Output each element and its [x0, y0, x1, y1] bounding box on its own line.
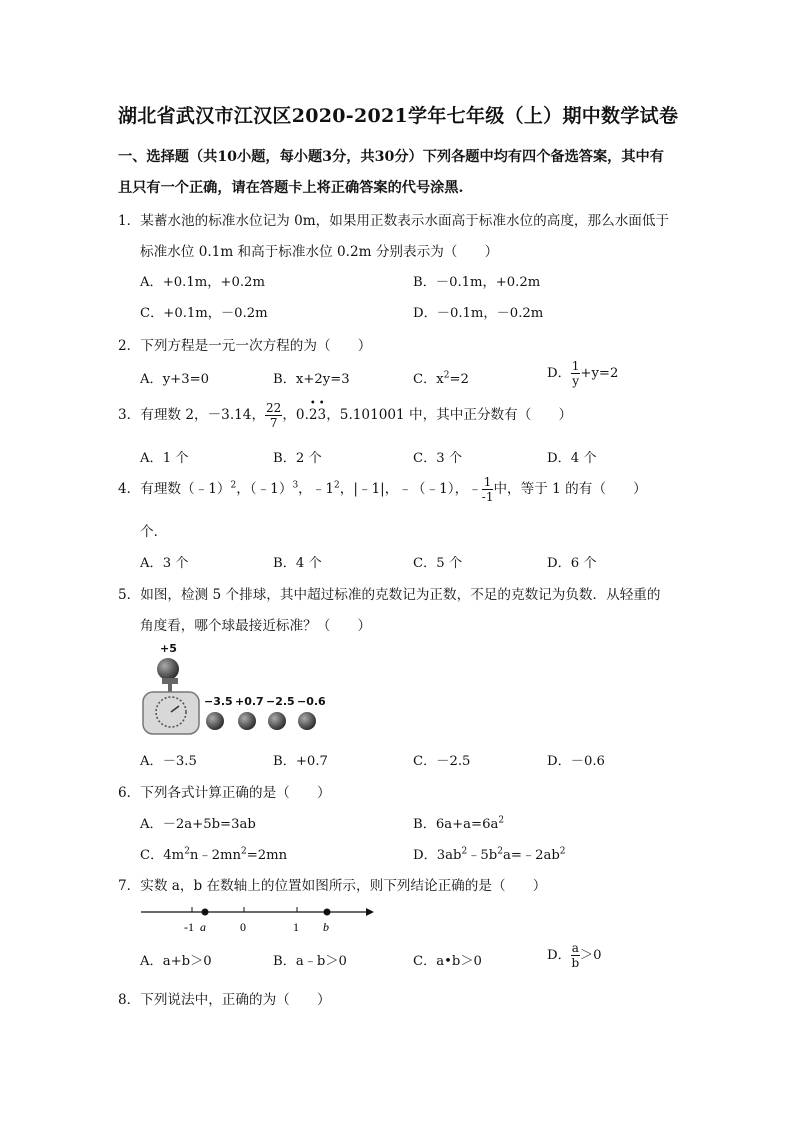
point-b	[324, 909, 331, 916]
q3-option-d: D．4 个	[547, 451, 597, 466]
q4-stem-line2: 个．	[140, 524, 168, 540]
volleyball-scale-figure	[140, 640, 330, 736]
page-title: 湖北省武汉市江汉区2020-2021学年七年级（上）期中数学试卷	[118, 105, 679, 127]
q3-stem: 3．有理数 2，－3.14， $\frac{22}{7}$ ，0.23 •• ，5.101001 中，其中正分数有（ ）	[118, 398, 573, 430]
ball-4	[268, 712, 286, 730]
q4-option-d: D．6 个	[547, 556, 597, 571]
q2-stem: 2．下列方程是一元一次方程的为（ ）	[118, 338, 372, 354]
tick-label-1: 1	[293, 920, 299, 934]
q7-stem: 7．实数 a，b 在数轴上的位置如图所示，则下列结论正确的是（ ）	[118, 878, 547, 894]
q2-d-fraction: $\frac{1}{y}$	[571, 359, 580, 388]
q2-option-c: C．$x^2=2$	[413, 370, 469, 387]
q1-stem-line1: 1．某蓄水池的标准水位记为 0m，如果用正数表示水面高于标准水位的高度，那么水面低于	[118, 213, 670, 229]
scale-icon	[140, 678, 202, 736]
ball-5	[298, 712, 316, 730]
tick-label-neg1: -1	[184, 920, 194, 934]
section-heading-line1: 一、选择题（共10小题，每小题3分，共30分）下列各题中均有四个备选答案，其中有	[118, 149, 664, 165]
q2-option-d: D． $\frac{1}{y}$ +y=2	[547, 359, 619, 388]
ball-2	[206, 712, 224, 730]
q4-option-b: B．4 个	[273, 556, 322, 571]
q7-option-a: A．a+b＞0	[140, 954, 212, 969]
q1-option-a: A．+0.1m，+0.2m	[140, 275, 265, 290]
q3-option-b: B．2 个	[273, 451, 322, 466]
q6-stem: 6．下列各式计算正确的是（ ）	[118, 785, 331, 801]
point-a	[202, 909, 209, 916]
q5-option-d: D．－0.6	[547, 754, 605, 769]
q3-repeating-decimal: 23 ••	[308, 398, 328, 423]
q4-option-a: A．3 个	[140, 556, 189, 571]
ball-label-5: −0.6	[297, 695, 326, 708]
q5-stem-line2: 角度看，哪个球最接近标准？（ ）	[140, 618, 372, 634]
tick-label-a: a	[200, 920, 206, 934]
q7-option-c: C．a•b＞0	[413, 954, 482, 969]
q5-option-c: C．－2.5	[413, 754, 471, 769]
ball-label-2: −3.5	[204, 695, 233, 708]
ball-label-1: +5	[160, 642, 177, 655]
q1-option-b: B．－0.1m，+0.2m	[413, 275, 541, 290]
q2-option-b: B．x+2y=3	[273, 372, 350, 387]
q6-option-d: D．$3ab^2﹣5b^2a=﹣2ab^2$	[413, 846, 566, 863]
q4-stem-line1: 4．有理数（﹣1）$^2$，（﹣1）$^3$，$﹣1^2$，|﹣1|，﹣（﹣1），﹣ $\frac{1}{-1}$ 中，等于 1 的有（ ）	[118, 475, 647, 504]
q2-option-a: A．y+3=0	[140, 372, 210, 387]
q6-option-c: C．$4m^2n﹣2mn^2=2mn$	[140, 846, 288, 863]
number-line-figure	[138, 902, 378, 938]
q5-option-b: B．+0.7	[273, 754, 328, 769]
q4-option-c: C．5 个	[413, 556, 463, 571]
q3-fraction: $\frac{22}{7}$	[266, 401, 282, 430]
tick-label-b: b	[323, 920, 329, 934]
ball-label-4: −2.5	[266, 695, 295, 708]
q1-option-c: C．+0.1m，－0.2m	[140, 306, 268, 321]
q3-option-a: A．1 个	[140, 451, 189, 466]
ball-3	[238, 712, 256, 730]
q5-stem-line1: 5．如图，检测 5 个排球，其中超过标准的克数记为正数，不足的克数记为负数．从轻重的	[118, 587, 661, 603]
q1-option-d: D．－0.1m，－0.2m	[413, 306, 544, 321]
q1-stem-line2: 标准水位 0.1m 和高于标准水位 0.2m 分别表示为（ ）	[140, 244, 499, 260]
q6-option-b: B．$6a+a=6a^2$	[413, 815, 505, 832]
section-heading-line2: 且只有一个正确，请在答题卡上将正确答案的代号涂黑.	[118, 180, 464, 196]
tick-label-0: 0	[240, 920, 246, 934]
q7-option-d: D． $\frac{a}{b}$ ＞0	[547, 941, 602, 970]
repeat-dots: ••	[309, 398, 328, 409]
ball-label-3: +0.7	[235, 695, 264, 708]
q3-option-c: C．3 个	[413, 451, 463, 466]
ball-on-scale	[157, 658, 179, 680]
q7-option-b: B．a﹣b＞0	[273, 954, 347, 969]
q4-fraction: $\frac{1}{-1}$	[481, 475, 494, 504]
q7-d-fraction: $\frac{a}{b}$	[571, 941, 580, 970]
q5-option-a: A．－3.5	[140, 754, 197, 769]
q6-option-a: A．－2a+5b=3ab	[140, 817, 256, 832]
q8-stem: 8．下列说法中，正确的为（ ）	[118, 992, 331, 1008]
